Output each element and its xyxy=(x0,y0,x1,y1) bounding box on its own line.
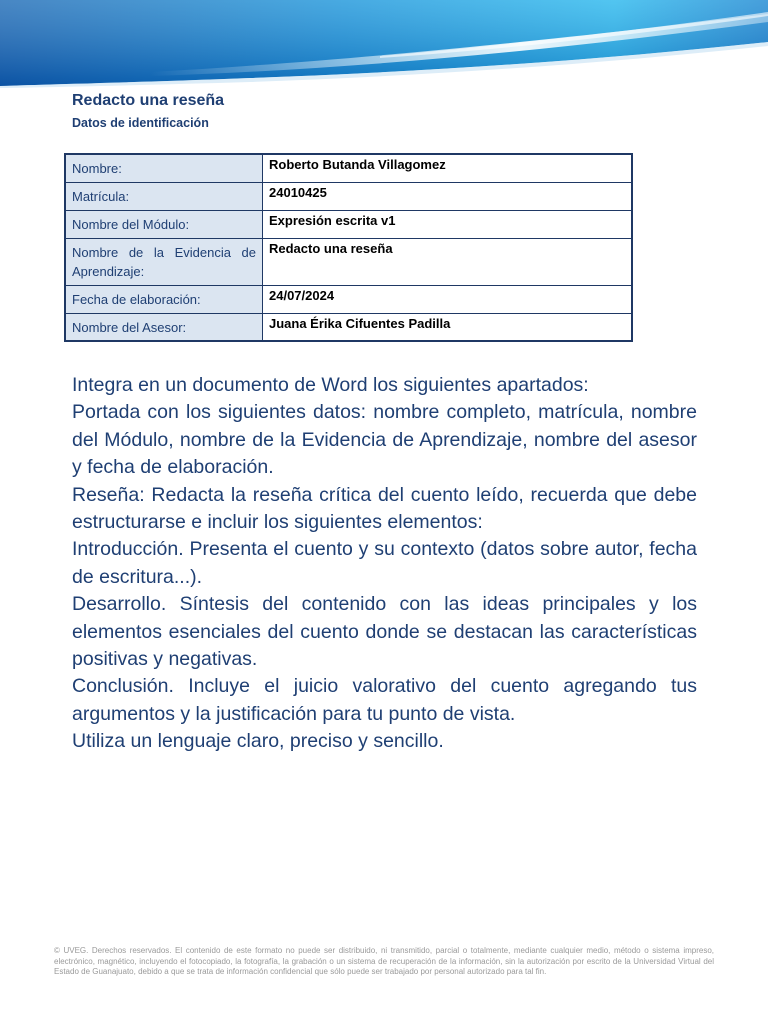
section-subtitle: Datos de identificación xyxy=(72,116,209,130)
instruction-paragraph: Reseña: Redacta la reseña crítica del cuento leído, recuerda que debe estructurarse e incluir los siguientes elementos: xyxy=(72,483,697,534)
row-label-nombre: Nombre: xyxy=(65,154,263,182)
table-row xyxy=(65,238,632,285)
table-row xyxy=(65,210,632,238)
row-value-asesor: Juana Érika Cifuentes Padilla xyxy=(263,313,633,341)
instruction-paragraph: Utiliza un lenguaje claro, preciso y sencillo. xyxy=(72,730,444,753)
instruction-paragraph: Portada con los siguientes datos: nombre completo, matrícula, nombre del Módulo, nombre de la Evidencia de Aprendizaje, nombre del asesor y fecha de elaboración. xyxy=(72,401,697,479)
row-label-evidencia: Nombre de la Evidencia de Aprendizaje: xyxy=(65,238,263,285)
header-banner xyxy=(0,0,768,88)
instruction-paragraph: Conclusión. Incluye el juicio valorativo del cuento agregando tus argumentos y la justificación para tu punto de vista. xyxy=(72,675,697,725)
document-title: Redacto una reseña xyxy=(72,92,225,109)
instruction-paragraph: Integra en un documento de Word los siguientes apartados: xyxy=(72,374,589,396)
row-label-asesor: Nombre del Asesor: xyxy=(65,313,263,341)
copyright-footer: © UVEG. Derechos reservados. El contenido de este formato no puede ser distribuido, ni transmitido, parcial o totalmente, mediante cualquier medio, método o sistema impreso, electrónico, magnético, incluyendo el fotocopiado, la fotografía, la grabación o un sistema de recuperación de la información, sin la autorización por escrito de la Universidad Virtual del Estado de Guanajuato, debido a que se trata de información confidencial que sólo puede ser trabajado por personal autorizado para tal fin. xyxy=(54,946,714,976)
row-value-matricula: 24010425 xyxy=(263,182,633,210)
row-value-nombre: Roberto Butanda Villagomez xyxy=(263,154,633,182)
instructions-block xyxy=(72,372,697,756)
row-label-fecha: Fecha de elaboración: xyxy=(65,285,263,313)
row-value-modulo: Expresión escrita v1 xyxy=(263,210,633,238)
row-value-fecha: 24/07/2024 xyxy=(263,285,633,313)
table-row xyxy=(65,313,632,341)
table-row xyxy=(65,285,632,313)
instruction-paragraph: Introducción. Presenta el cuento y su contexto (datos sobre autor, fecha de escritura...). xyxy=(72,538,697,588)
table-row xyxy=(65,182,632,210)
row-label-matricula: Matrícula: xyxy=(65,182,263,210)
row-value-evidencia: Redacto una reseña xyxy=(263,238,633,285)
instruction-paragraph: Desarrollo. Síntesis del contenido con las ideas principales y los elementos esenciales del cuento donde se destacan las características positivas y negativas. xyxy=(72,593,697,671)
identification-table xyxy=(64,153,633,342)
row-label-modulo: Nombre del Módulo: xyxy=(65,210,263,238)
table-row xyxy=(65,154,632,182)
